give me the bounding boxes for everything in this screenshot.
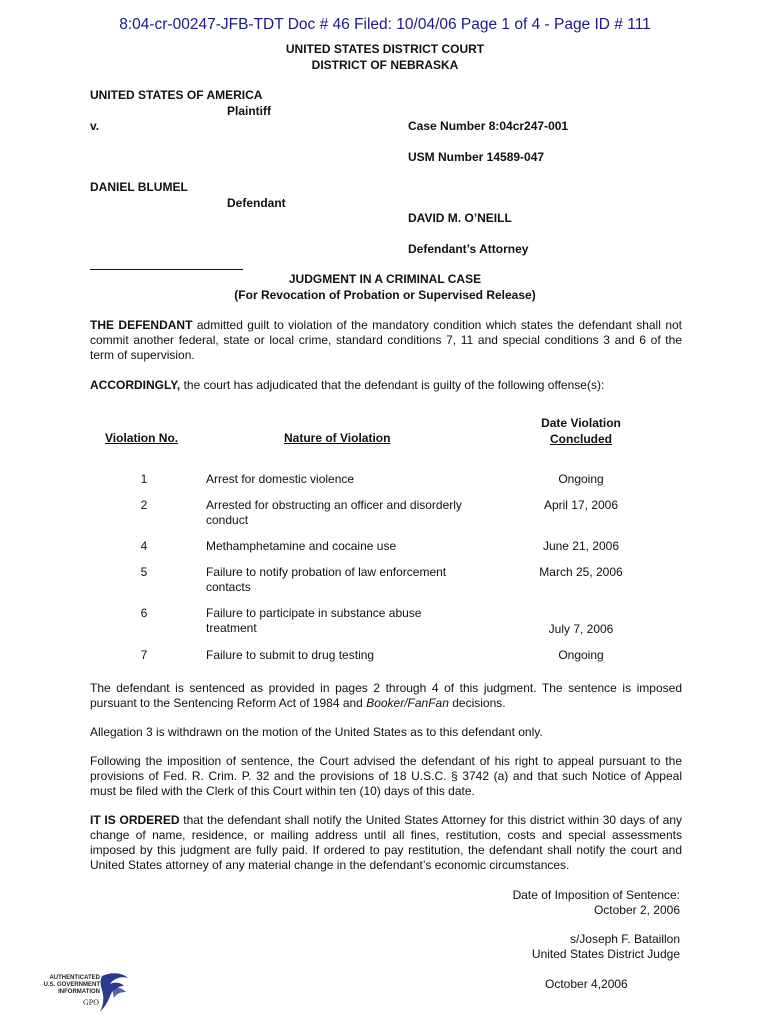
filing-stamp: 8:04-cr-00247-JFB-TDT Doc # 46 Filed: 10/04/06 Page 1 of 4 - Page ID # 111 — [119, 16, 651, 33]
violation-date: July 7, 2006 — [548, 622, 614, 636]
eagle-icon — [96, 970, 132, 1014]
defendant-paragraph — [90, 318, 682, 363]
violation-nature: Failure to submit to drug testing — [206, 648, 375, 662]
judgment-title: JUDGMENT IN A CRIMINAL CASE — [288, 272, 482, 286]
sentence-end: decisions. — [448, 696, 506, 710]
attorney-name: DAVID M. O’NEILL — [408, 211, 512, 225]
judge-title: United States District Judge — [531, 947, 680, 961]
sentence-paragraph — [90, 681, 682, 711]
violation-number: 2 — [140, 498, 148, 512]
violation-date: Ongoing — [558, 472, 604, 486]
defendant-role: Defendant — [227, 196, 286, 210]
gpo-logo-line3: INFORMATION — [58, 989, 100, 995]
defendant-name: DANIEL BLUMEL — [90, 180, 188, 194]
defendant-text: admitted guilt to violation of the mandatory condition which states the defendant shall not commit another federal, state or local crime, standard conditions 7, 11 and special conditions 3 and 6 of the term of supervision. — [90, 318, 682, 362]
case-number: Case Number 8:04cr247-001 — [408, 119, 569, 133]
attorney-role: Defendant’s Attorney — [408, 242, 529, 256]
violation-nature: Failure to notify probation of law enforcement contacts — [206, 565, 447, 594]
ordered-text: that the defendant shall notify the United States Attorney for this district within 30 days of any change of name, residence, or mailing address until all fines, restitution, costs and special assessments imposed by this judgment are fully paid. If ordered to pay restitution, the defendant shall notify the court and United States attorney of any material change in the defendant’s economic circumstances. — [90, 813, 682, 872]
ordered-lead: IT IS ORDERED — [90, 813, 180, 827]
gpo-logo-text — [36, 975, 100, 996]
col-date-line2: Concluded — [550, 432, 612, 446]
gpo-logo-line2: U.S. GOVERNMENT — [43, 982, 100, 988]
violation-number: 6 — [140, 606, 148, 620]
ordered-paragraph — [90, 813, 682, 873]
violation-nature: Failure to participate in substance abuse treatment — [206, 606, 422, 635]
accordingly-lead: ACCORDINGLY, — [90, 378, 181, 392]
accordingly-paragraph — [90, 378, 682, 393]
plaintiff-name: UNITED STATES OF AMERICA — [90, 88, 263, 102]
imposition-label: Date of Imposition of Sentence: — [512, 888, 680, 902]
gpo-authentication-logo — [36, 970, 136, 1014]
violation-nature: Arrest for domestic violence — [206, 472, 355, 486]
violation-date: Ongoing — [558, 648, 604, 662]
court-name: UNITED STATES DISTRICT COURT — [285, 42, 485, 56]
defendant-lead: THE DEFENDANT — [90, 318, 193, 332]
violation-number: 5 — [140, 565, 148, 579]
accordingly-text: the court has adjudicated that the defendant is guilty of the following offense(s): — [180, 378, 605, 392]
violation-date: June 21, 2006 — [542, 539, 620, 553]
usm-number: USM Number 14589-047 — [408, 150, 545, 164]
violation-number: 7 — [140, 648, 148, 662]
col-date — [521, 415, 641, 447]
violation-number: 4 — [140, 539, 148, 553]
judge-signature: s/Joseph F. Bataillon — [569, 932, 680, 946]
judgment-subtitle: (For Revocation of Probation or Supervised Release) — [234, 288, 536, 302]
court-heading — [0, 41, 770, 73]
allegation-paragraph: Allegation 3 is withdrawn on the motion of the United States as to this defendant only. — [90, 725, 543, 739]
col-nature: Nature of Violation — [284, 431, 391, 445]
col-violation-no: Violation No. — [105, 431, 179, 445]
plaintiff-role: Plaintiff — [227, 104, 271, 118]
violation-date: March 25, 2006 — [539, 565, 623, 579]
gpo-logo-line1: AUTHENTICATED — [49, 975, 100, 981]
violation-date: April 17, 2006 — [543, 498, 619, 512]
violation-nature: Arrested for obstructing an officer and disorderly conduct — [206, 498, 462, 527]
gpo-mark: GPO — [83, 998, 100, 1007]
booker-fanfan: Booker/FanFan — [366, 696, 449, 710]
signed-date: October 4,2006 — [545, 977, 628, 991]
caption-divider — [90, 269, 243, 270]
imposition-date: October 2, 2006 — [593, 903, 680, 917]
appeal-paragraph: Following the imposition of sentence, the Court advised the defendant of his right to appeal pursuant to the provisions of Fed. R. Crim. P. 32 and the provisions of 18 U.S.C. § 3742 (a) and that such Notice of Appeal must be filed with the Clerk of this Court within ten (10) days of this date. — [90, 754, 682, 798]
sentence-text: The defendant is sentenced as provided in pages 2 through 4 of this judgment. The sentence is imposed pursuant to the Sentencing Reform Act of 1984 and — [90, 681, 682, 710]
violation-nature: Methamphetamine and cocaine use — [206, 539, 397, 553]
versus: v. — [90, 119, 100, 133]
violation-number: 1 — [140, 472, 148, 486]
district-name: DISTRICT OF NEBRASKA — [311, 58, 459, 72]
col-date-line1: Date Violation — [541, 416, 621, 430]
